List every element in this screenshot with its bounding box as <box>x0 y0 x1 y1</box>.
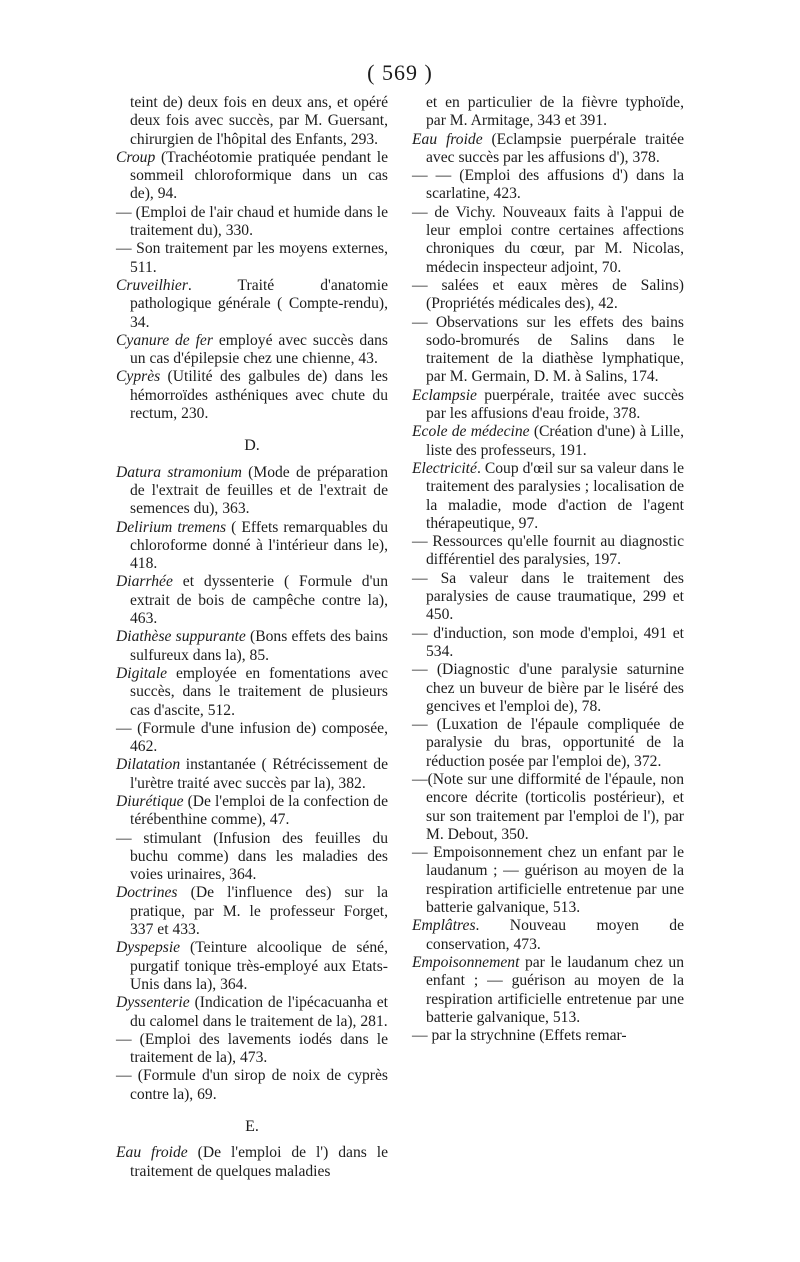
entry-text: — Son traitement par les moyens externes, 511. <box>116 240 388 276</box>
index-entry <box>412 94 684 131</box>
index-entry <box>412 570 684 625</box>
entry-text: — de Vichy. Nouveaux faits à l'appui de leur emploi contre certaines affections chroniques du cœur, par M. Nicolas, médecin inspecteur adjoint, 70. <box>412 203 684 276</box>
entry-headword: Diurétique <box>116 792 184 810</box>
entry-text: ( Effets remarquables du chloroforme donné à l'intérieur dans le), 418. <box>130 518 389 573</box>
index-entry <box>412 533 684 570</box>
entry-headword: Doctrines <box>116 884 178 902</box>
index-entry <box>116 277 388 332</box>
index-entry <box>412 131 684 168</box>
entry-text: puerpérale, traitée avec succès par les affusions d'eau froide, 378. <box>426 386 684 423</box>
index-entry <box>412 1027 684 1045</box>
entry-headword: Digitale <box>116 664 168 682</box>
entry-headword: Cruveilhier <box>116 276 188 294</box>
entry-text: (Teinture alcoolique de séné, purgatif tonique très-employé aux Etats-Unis dans la), 364. <box>130 939 388 993</box>
entry-text: — par la strychnine (Effets remar- <box>412 1027 627 1045</box>
entry-text: et en particulier de la fièvre typhoïde, par M. Armitage, 343 et 391. <box>426 94 684 130</box>
entry-headword: Croup <box>116 148 156 166</box>
index-entry <box>116 884 388 939</box>
index-entry <box>412 625 684 662</box>
index-entry <box>116 240 388 277</box>
index-column-right <box>412 94 684 1045</box>
entry-text: (Mode de préparation de l'extrait de feuilles et de l'extrait de semences du), 363. <box>130 463 388 518</box>
entry-text: par le laudanum chez un enfant ; — guérison au moyen de la respiration artificielle entretenue par une batterie galvanique, 513. <box>426 953 684 1026</box>
index-entry <box>412 314 684 387</box>
index-entry <box>116 149 388 204</box>
entry-text: — d'induction, son mode d'emploi, 491 et 534. <box>412 624 684 660</box>
entry-text: — salées et eaux mères de Salins) (Propriétés médicales des), 42. <box>412 276 684 313</box>
index-entry <box>412 661 684 716</box>
entry-text: teint de) deux fois en deux ans, et opéré deux fois avec succès, par M. Guersant, chirurgien de l'hôpital des Enfants, 293. <box>130 94 388 148</box>
index-entry <box>116 1144 388 1181</box>
entry-headword: Eclampsie <box>412 386 477 404</box>
index-entry <box>116 464 388 519</box>
entry-headword: Dilatation <box>116 756 181 774</box>
index-entry <box>116 573 388 628</box>
entry-text: (Bons effets des bains sulfureux dans la), 85. <box>130 628 388 664</box>
entry-text: . Traité d'anatomie pathologique générale ( Compte-rendu), 34. <box>130 276 388 331</box>
index-entry <box>116 994 388 1031</box>
index-entry <box>116 519 388 574</box>
entry-text: — — (Emploi des affusions d') dans la scarlatine, 423. <box>412 167 684 203</box>
entry-headword: Delirium tremens <box>116 518 227 536</box>
entry-text: et dyssenterie ( Formule d'un extrait de bois de campêche contre la), 463. <box>130 573 388 628</box>
index-entry <box>412 460 684 533</box>
entry-text: — (Luxation de l'épaule compliquée de paralysie du bras, opportunité de la réduction posée par l'emploi de), 372. <box>412 716 684 770</box>
entry-text: (Eclampsie puerpérale traitée avec succès par les affusions d'), 378. <box>426 130 684 166</box>
entry-headword: Empoisonnement <box>412 953 520 971</box>
index-entry <box>412 167 684 204</box>
index-entry <box>412 771 684 844</box>
entry-text: — (Formule d'une infusion de) composée, 462. <box>116 719 388 756</box>
entry-headword: Ecole de médecine <box>412 423 530 441</box>
index-entry <box>116 204 388 241</box>
entry-headword: Dyspepsie <box>116 939 181 957</box>
entry-text: — Observations sur les effets des bains sodo-bromurés de Salins dans le traitement de la diathèse lymphatique, par M. Germain, D. M. à Salins, 174. <box>412 313 684 386</box>
index-entry <box>412 917 684 954</box>
index-entry <box>412 423 684 460</box>
entry-text: (Indication de l'ipécacuanha et du calomel dans le traitement de la), 281. <box>130 994 388 1030</box>
entry-headword: Diarrhée <box>116 573 173 591</box>
index-entry <box>116 720 388 757</box>
entry-headword: Datura stramonium <box>116 463 242 481</box>
entry-text: — (Emploi des lavements iodés dans le traitement de la), 473. <box>116 1030 388 1067</box>
entry-text: — (Formule d'un sirop de noix de cyprès contre la), 69. <box>116 1067 388 1103</box>
entry-text: (Utilité des galbules de) dans les hémorroïdes asthéniques avec chute du rectum, 230. <box>130 368 388 423</box>
index-entry <box>412 204 684 277</box>
entry-headword: Cyanure de fer <box>116 331 213 349</box>
page-number: ( 569 ) <box>367 60 433 85</box>
entry-text: — Empoisonnement chez un enfant par le laudanum ; — guérison au moyen de la respiration artificielle entretenue par une batterie galvanique, 513. <box>412 844 684 917</box>
index-entry <box>412 844 684 917</box>
entry-headword: Dyssenterie <box>116 994 190 1012</box>
entry-headword: Cyprès <box>116 368 161 386</box>
entry-text: (De l'emploi de l') dans le traitement de quelques maladies <box>130 1144 389 1180</box>
entry-text: — Ressources qu'elle fournit au diagnostic différentiel des paralysies, 197. <box>412 533 684 569</box>
entry-headword: Eau froide <box>412 130 483 148</box>
entry-text: — Sa valeur dans le traitement des paralysies de cause traumatique, 299 et 450. <box>412 569 684 624</box>
entry-headword: Electricité <box>412 459 477 477</box>
entry-headword: Diathèse suppurante <box>116 628 246 646</box>
entry-text: instantanée ( Rétrécissement de l'urètre traité avec succès par la), 382. <box>130 756 388 792</box>
entry-text: — stimulant (Infusion des feuilles du buchu comme) dans les maladies des voies urinaires, 364. <box>116 829 388 884</box>
index-entry <box>116 756 388 793</box>
index-entry <box>116 628 388 665</box>
entry-text: — (Emploi de l'air chaud et humide dans le traitement du), 330. <box>116 203 388 240</box>
entry-text: employé avec succès dans un cas d'épilepsie chez une chienne, 43. <box>130 331 388 368</box>
index-entry <box>116 368 388 423</box>
index-entry <box>116 665 388 720</box>
entry-text: (Création d'une) à Lille, liste des professeurs, 191. <box>426 423 685 459</box>
entry-text: . Nouveau moyen de conservation, 473. <box>426 917 684 953</box>
entry-text: (Trachéotomie pratiquée pendant le sommeil chloroformique dans un cas de), 94. <box>130 148 388 203</box>
index-entry <box>116 939 388 994</box>
index-entry <box>412 716 684 771</box>
index-entry <box>116 94 388 149</box>
entry-text: (De l'influence des) sur la pratique, par M. le professeur Forget, 337 et 433. <box>130 884 388 939</box>
index-entry <box>116 830 388 885</box>
index-entry <box>116 1067 388 1104</box>
entry-text: — (Diagnostic d'une paralysie saturnine chez un buveur de bière par le liséré des gencives et l'emploi de), 78. <box>412 661 684 715</box>
index-column-left <box>116 94 388 1181</box>
index-entry <box>116 793 388 830</box>
section-letter: E. <box>245 1118 259 1136</box>
index-entry <box>412 387 684 424</box>
index-entry <box>412 277 684 314</box>
entry-text: employée en fomentations avec succès, dans le traitement de plusieurs cas d'ascite, 512. <box>130 664 388 719</box>
index-entry <box>116 332 388 369</box>
index-entry <box>412 954 684 1027</box>
entry-text: (De l'emploi de la confection de térébenthine comme), 47. <box>130 792 388 829</box>
entry-text: . Coup d'œil sur sa valeur dans le traitement des paralysies ; localisation de la maladie, mode d'action de l'agent thérapeutique, 97. <box>426 459 684 532</box>
section-letter: D. <box>244 437 260 455</box>
entry-text: —(Note sur une difformité de l'épaule, non encore décrite (torticolis postérieur), et sur son traitement par l'emploi de l'), par M. Debout, 350. <box>412 770 684 843</box>
index-entry <box>116 1031 388 1068</box>
entry-headword: Emplâtres <box>412 917 476 935</box>
entry-headword: Eau froide <box>116 1144 188 1162</box>
